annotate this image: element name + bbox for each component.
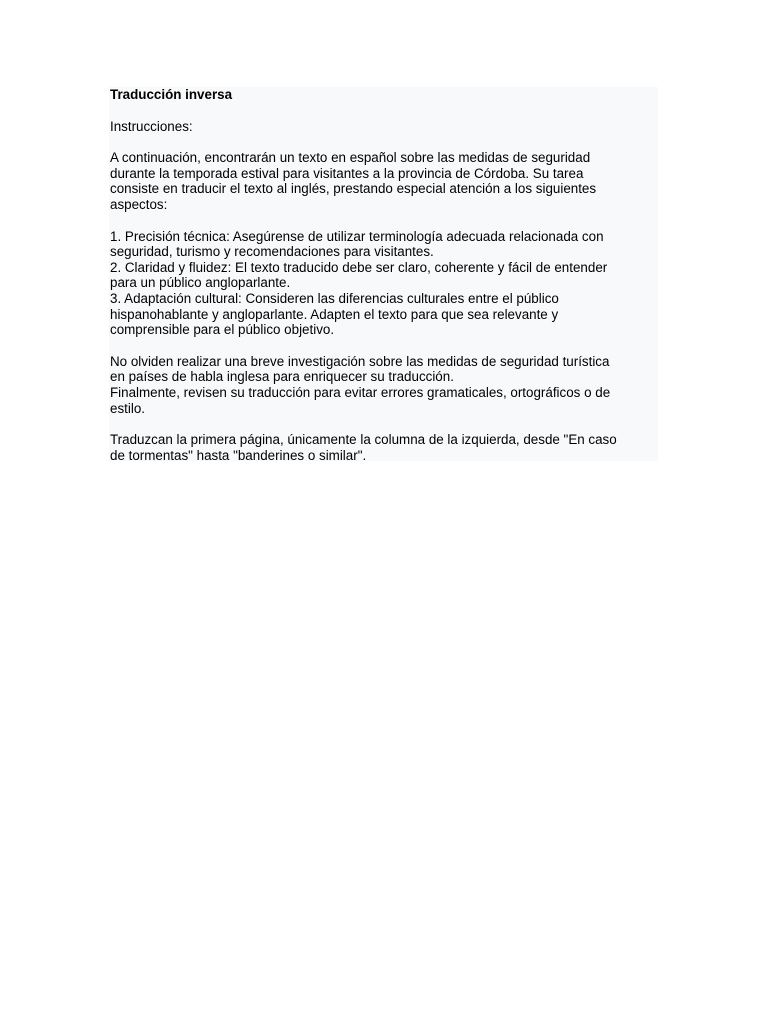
document-title: Traducción inversa: [110, 87, 233, 102]
spacer: [110, 134, 657, 150]
aspect-line: hispanohablante y angloparlante. Adapten el texto para que sea relevante y: [110, 306, 559, 322]
intro-line: consiste en traducir el texto al inglés, prestando especial atención a los siguientes: [110, 181, 597, 197]
research-line: en países de habla inglesa para enriquecer su traducción.: [110, 369, 454, 385]
intro-paragraph: [110, 150, 657, 212]
final-line: Traduzcan la primera página, únicamente la columna de la izquierda, desde "En caso: [110, 432, 617, 448]
aspect-line: 3. Adaptación cultural: Consideren las diferencias culturales entre el público: [110, 290, 559, 306]
aspect-line: comprensible para el público objetivo.: [110, 322, 335, 338]
intro-line: aspectos:: [110, 196, 168, 212]
spacer: [110, 213, 657, 229]
intro-line: durante la temporada estival para visitantes a la provincia de Córdoba. Su tarea: [110, 165, 584, 181]
aspects-list: [110, 229, 657, 338]
research-line: estilo.: [110, 400, 145, 416]
final-instruction: [110, 432, 657, 463]
aspect-line: para un público angloparlante.: [110, 275, 291, 291]
research-paragraph: [110, 354, 657, 416]
aspect-line: seguridad, turismo y recomendaciones para visitantes.: [110, 244, 434, 260]
aspect-line: 1. Precisión técnica: Asegúrense de utilizar terminología adecuada relacionada con: [110, 228, 604, 244]
instructions-label: Instrucciones:: [110, 118, 193, 134]
spacer: [110, 103, 657, 119]
instructions-document: [109, 87, 658, 461]
aspect-line: 2. Claridad y fluidez: El texto traducido debe ser claro, coherente y fácil de entender: [110, 259, 608, 275]
intro-line: A continuación, encontrarán un texto en español sobre las medidas de seguridad: [110, 150, 591, 166]
spacer: [110, 338, 657, 354]
spacer: [110, 416, 657, 432]
research-line: Finalmente, revisen su traducción para evitar errores gramaticales, ortográficos o de: [110, 384, 611, 400]
final-line: de tormentas" hasta "banderines o similar".: [110, 447, 367, 463]
research-line: No olviden realizar una breve investigación sobre las medidas de seguridad turística: [110, 353, 610, 369]
